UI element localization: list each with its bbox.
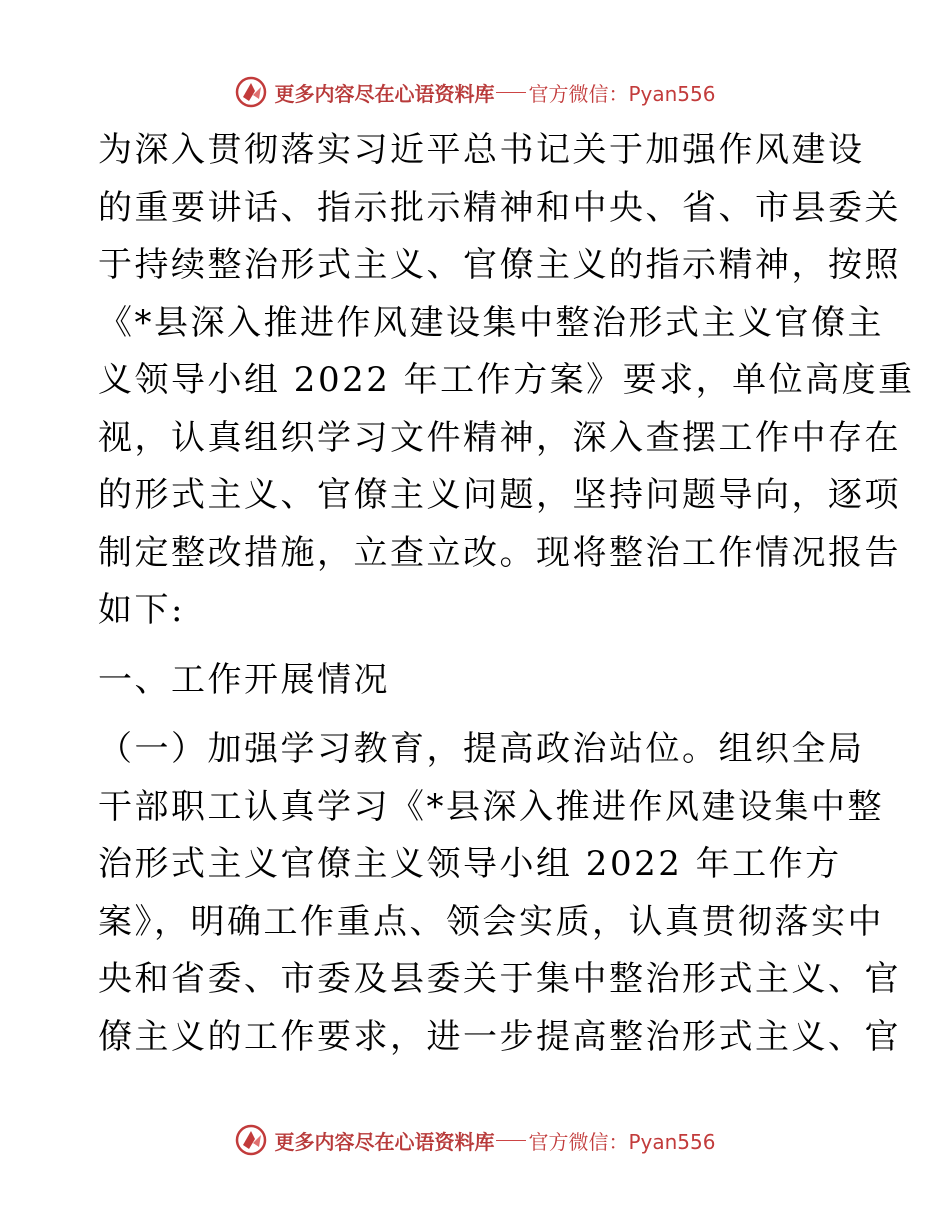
text-line: 治形式主义官僚主义领导小组 2022 年工作方	[98, 844, 842, 884]
brand-logo-icon	[234, 75, 268, 109]
text-line: 如下:	[98, 590, 185, 630]
section-paragraph	[98, 721, 901, 1066]
text-line: 为深入贯彻落实习近平总书记关于加强作风建设	[98, 130, 865, 170]
brand-logo-icon	[234, 1123, 268, 1157]
paragraph-gap	[98, 640, 858, 652]
text-line: 案》，明确工作重点、领会实质，认真贯彻落实中	[98, 901, 884, 942]
banner-contact-text: 官方微信：Pyan556	[528, 1129, 716, 1154]
banner-contact-text: 官方微信：Pyan556	[528, 81, 716, 106]
text-line: 的形式主义、官僚主义问题，坚持问题导向，逐项	[98, 475, 901, 515]
text-line: 的重要讲话、指示批示精神和中央、省、市县委关	[98, 187, 901, 228]
text-line: 制定整改措施，立查立改。现将整治工作情况报告	[98, 532, 901, 573]
document-body	[98, 122, 915, 1066]
text-line: 央和省委、市委及县委关于集中整治形式主义、官	[98, 959, 901, 999]
text-line: （一）加强学习教育，提高政治站位。组织全局	[98, 729, 865, 769]
text-line: 义领导小组 2022 年工作方案》要求，单位高度重	[98, 360, 915, 400]
section-heading: 一、工作开展情况	[98, 659, 390, 700]
header-banner	[0, 72, 950, 112]
text-line: 视，认真组织学习文件精神，深入查摆工作中存在	[98, 417, 901, 458]
text-line: 僚主义的工作要求，进一步提高整治形式主义、官	[98, 1016, 901, 1057]
banner-divider	[496, 92, 526, 93]
banner-site-text: 更多内容尽在心语资料库	[274, 1129, 495, 1154]
banner-divider	[496, 1140, 526, 1141]
text-line: 《*县深入推进作风建设集中整治形式主义官僚主	[98, 302, 884, 343]
text-line: 干部职工认真学习《*县深入推进作风建设集中整	[98, 786, 884, 827]
paragraph-gap	[98, 709, 858, 721]
intro-paragraph	[98, 122, 915, 640]
text-line: 于持续整治形式主义、官僚主义的指示精神，按照	[98, 245, 901, 285]
banner-site-text: 更多内容尽在心语资料库	[274, 81, 495, 106]
footer-banner	[0, 1120, 950, 1160]
